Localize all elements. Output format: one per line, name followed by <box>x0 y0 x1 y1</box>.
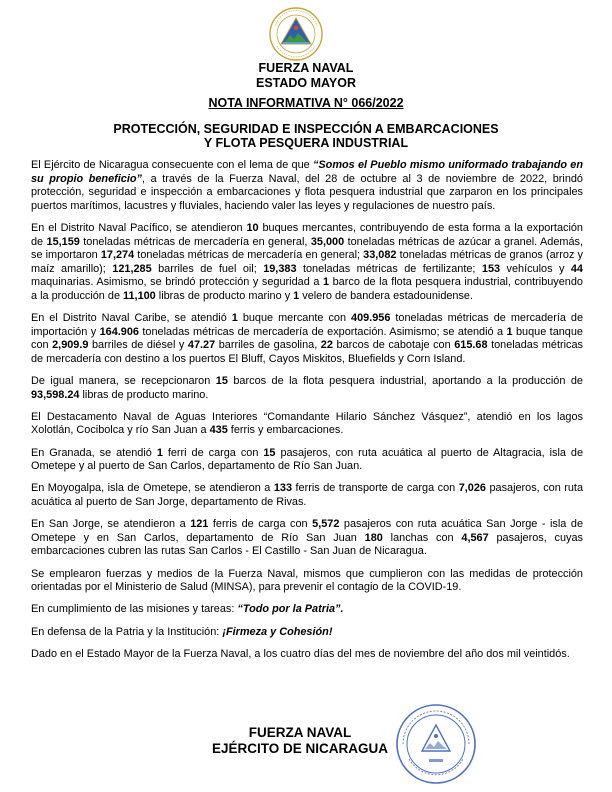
body-paragraph <box>31 603 583 617</box>
emphasis-text: 33,082 <box>363 249 397 262</box>
nicaragua-coat-of-arms-icon <box>265 6 327 62</box>
paragraph-text: pasajeros con ruta acuática San Jorge - isla de Ometepe y en San Carlos, departamento de Río San Juan <box>31 518 583 544</box>
emphasis-text: 44 <box>570 262 583 275</box>
paragraph-text: En el Distrito Naval Caribe, se atendió <box>31 312 232 325</box>
paragraph-text: buque tanque con <box>31 325 583 352</box>
paragraph-text: toneladas métricas de azúcar a granel. Además, se importaron <box>31 235 583 262</box>
paragraph-text: toneladas métricas de fertilizante; <box>296 262 482 275</box>
signature-line-1: FUERZA NAVAL <box>248 725 352 740</box>
body-paragraph <box>31 482 583 509</box>
emphasis-text: 15 <box>263 446 276 459</box>
paragraph-text: toneladas métricas de mercadería de exportación. Asimismo; se atendió a <box>138 325 507 338</box>
emphasis-text: 1 <box>231 312 238 325</box>
emphasis-text: 15,159 <box>46 235 80 248</box>
emphasis-text: 5,572 <box>312 518 340 531</box>
paragraph-text: barcos de la flota pesquera industrial, aportando a la producción de <box>227 375 583 388</box>
paragraph-text: En San Jorge, se atendieron a <box>31 518 191 531</box>
paragraph-text: barriles de fuel oil; <box>151 262 264 275</box>
paragraph-text: toneladas métricas de mercadería con destino a los puertos El Bluff, Cayos Miskitos, Bluefields y Corn Island. <box>31 339 583 365</box>
body-paragraph <box>31 568 583 595</box>
paragraph-text: toneladas métricas de mercadería en general; <box>134 249 364 262</box>
emphasis-text: 93,598.24 <box>31 388 80 401</box>
emphasis-text: 615.68 <box>454 339 488 352</box>
paragraph-text: , a través de la Fuerza Naval, del 28 de octubre al 3 de noviembre de 2022, brindó protección, seguridad e inspección a embarcaciones y flota pesquera industrial que zarparon en los principales puertos marítimos, lacustres y fluviales, haciendo valer las leyes y regulaciones de nuestro país. <box>31 172 583 212</box>
emphasis-text: 47.27 <box>187 339 216 352</box>
paragraph-text: lanchas con <box>382 531 462 544</box>
title-line-2: Y FLOTA PESQUERA INDUSTRIAL <box>203 136 409 150</box>
document-body <box>31 159 583 670</box>
emphasis-text: 1 <box>322 276 330 289</box>
paragraph-text: El Destacamento Naval de Aguas Interiores “Comandante Hilario Sánchez Vásquez”, atendió en los lagos Xolotlán, Cocibolca y río San Juan a <box>31 410 583 437</box>
department-name: ESTADO MAYOR <box>255 76 356 90</box>
emphasis-text: 435 <box>209 424 228 437</box>
note-number: NOTA INFORMATIVA N° 066/2022 <box>208 96 404 110</box>
paragraph-text: libras de producto marino. <box>79 388 209 401</box>
paragraph-text: En Moyogalpa, isla de Ometepe, se atendieron a <box>31 482 274 495</box>
emphasis-text: “Todo por la Patria”. <box>237 603 344 616</box>
emphasis-text: 7,026 <box>458 482 486 495</box>
paragraph-text: barriles de gasolina, <box>215 339 321 352</box>
emphasis-text: 11,100 <box>123 289 156 302</box>
body-paragraph <box>31 375 583 402</box>
paragraph-text: vehículos y <box>500 262 571 275</box>
paragraph-text: Dado en el Estado Mayor de la Fuerza Naval, a los cuatro días del mes de noviembre del año dos mil veintidós. <box>31 647 570 660</box>
emphasis-text: 1 <box>506 325 513 338</box>
paragraph-text: toneladas métricas de mercadería en general, <box>79 235 311 248</box>
paragraph-text: En cumplimiento de las misiones y tareas: <box>31 603 238 616</box>
title-line-1: PROTECCIÓN, SEGURIDAD E INSPECCIÓN A EMBARCACIONES <box>113 122 499 136</box>
emphasis-text: 153 <box>481 262 501 275</box>
paragraph-text: barco de la flota pesquera industrial, contribuyendo a la producción de <box>31 276 583 302</box>
paragraph-text: barriles de diésel y <box>88 339 188 352</box>
paragraph-text: ferri de carga con <box>162 446 264 459</box>
official-stamp-icon <box>395 703 477 785</box>
body-paragraph <box>31 222 583 304</box>
emphasis-text: 4,567 <box>461 531 489 544</box>
paragraph-text: velero de bandera estadounidense. <box>299 289 474 302</box>
paragraph-text: barcos de cabotaje con <box>332 339 455 352</box>
paragraph-text: pasajeros, con ruta acuática al puerto de San Jorge, departamento de Rivas. <box>31 482 584 509</box>
emphasis-text: 1 <box>293 289 300 302</box>
emphasis-text: 121,285 <box>112 262 152 275</box>
signature-line-2: EJÉRCITO DE NICARAGUA <box>211 741 389 756</box>
emphasis-text: 2,909.9 <box>52 339 89 352</box>
paragraph-text: pasajeros, cuyas embarcaciones cubren las rutas San Carlos - El Castillo - San Juan de Nicaragua. <box>31 531 584 558</box>
paragraph-text: Se emplearon fuerzas y medios de la Fuerza Naval, mismos que cumplieron con las medidas de protección orientadas por el Ministerio de Salud (MINSA), para prevenir el contagio de la COVID-19. <box>31 567 583 594</box>
emphasis-text: 164.906 <box>99 325 139 338</box>
emphasis-text: 35,000 <box>310 235 345 248</box>
paragraph-text: maquinarias. Asimismo, se brindó protección y seguridad a <box>31 276 323 289</box>
body-paragraph <box>31 626 583 640</box>
emphasis-text: 10 <box>246 221 259 234</box>
body-paragraph <box>31 518 583 559</box>
body-paragraph <box>31 159 583 213</box>
body-paragraph <box>31 411 583 438</box>
paragraph-text: De igual manera, se recepcionaron <box>31 375 216 388</box>
body-paragraph <box>31 648 583 662</box>
paragraph-text: toneladas métricas de granos (arroz y maíz amarillo); <box>31 249 583 275</box>
paragraph-text: buque mercante con <box>237 312 352 325</box>
emphasis-text: 19,383 <box>263 262 297 275</box>
emphasis-text: 409.956 <box>351 312 391 325</box>
emphasis-text: 121 <box>190 518 209 531</box>
emphasis-text: 133 <box>273 482 293 495</box>
body-paragraph <box>31 312 583 366</box>
paragraph-text: En Granada, se atendió <box>31 446 157 459</box>
paragraph-text: En el Distrito Naval Pacífico, se atendieron <box>31 221 247 234</box>
emphasis-text: ¡Firmeza y Cohesión! <box>222 625 333 638</box>
paragraph-text: toneladas métricas de mercadería de importación y <box>31 312 584 338</box>
body-paragraph <box>31 447 583 474</box>
paragraph-text: En defensa de la Patria y la Institución: <box>31 625 223 638</box>
paragraph-text: ferris de transporte de carga con <box>292 482 459 495</box>
paragraph-text: ferris y embarcaciones. <box>227 424 344 437</box>
organization-name: FUERZA NAVAL <box>258 61 354 75</box>
emphasis-text: 22 <box>320 339 333 352</box>
emphasis-text: 180 <box>364 531 383 544</box>
emphasis-text: “Somos el Pueblo mismo uniformado trabajando en su propio beneficio” <box>31 159 583 185</box>
emphasis-text: 17,274 <box>100 249 135 262</box>
paragraph-text: buques mercantes, contribuyendo de esta forma a la exportación de <box>31 221 583 248</box>
paragraph-text: El Ejército de Nicaragua consecuente con el lema de que <box>31 159 313 171</box>
emphasis-text: 15 <box>215 375 228 388</box>
paragraph-text: pasajeros, con ruta acuática al puerto de Altagracia, isla de Ometepe y al puerto de San Carlos, departamento de Río San Juan. <box>31 446 583 473</box>
emphasis-text: 1 <box>156 446 163 459</box>
paragraph-text: libras de producto marino y <box>155 289 294 302</box>
paragraph-text: ferris de carga con <box>208 518 313 531</box>
